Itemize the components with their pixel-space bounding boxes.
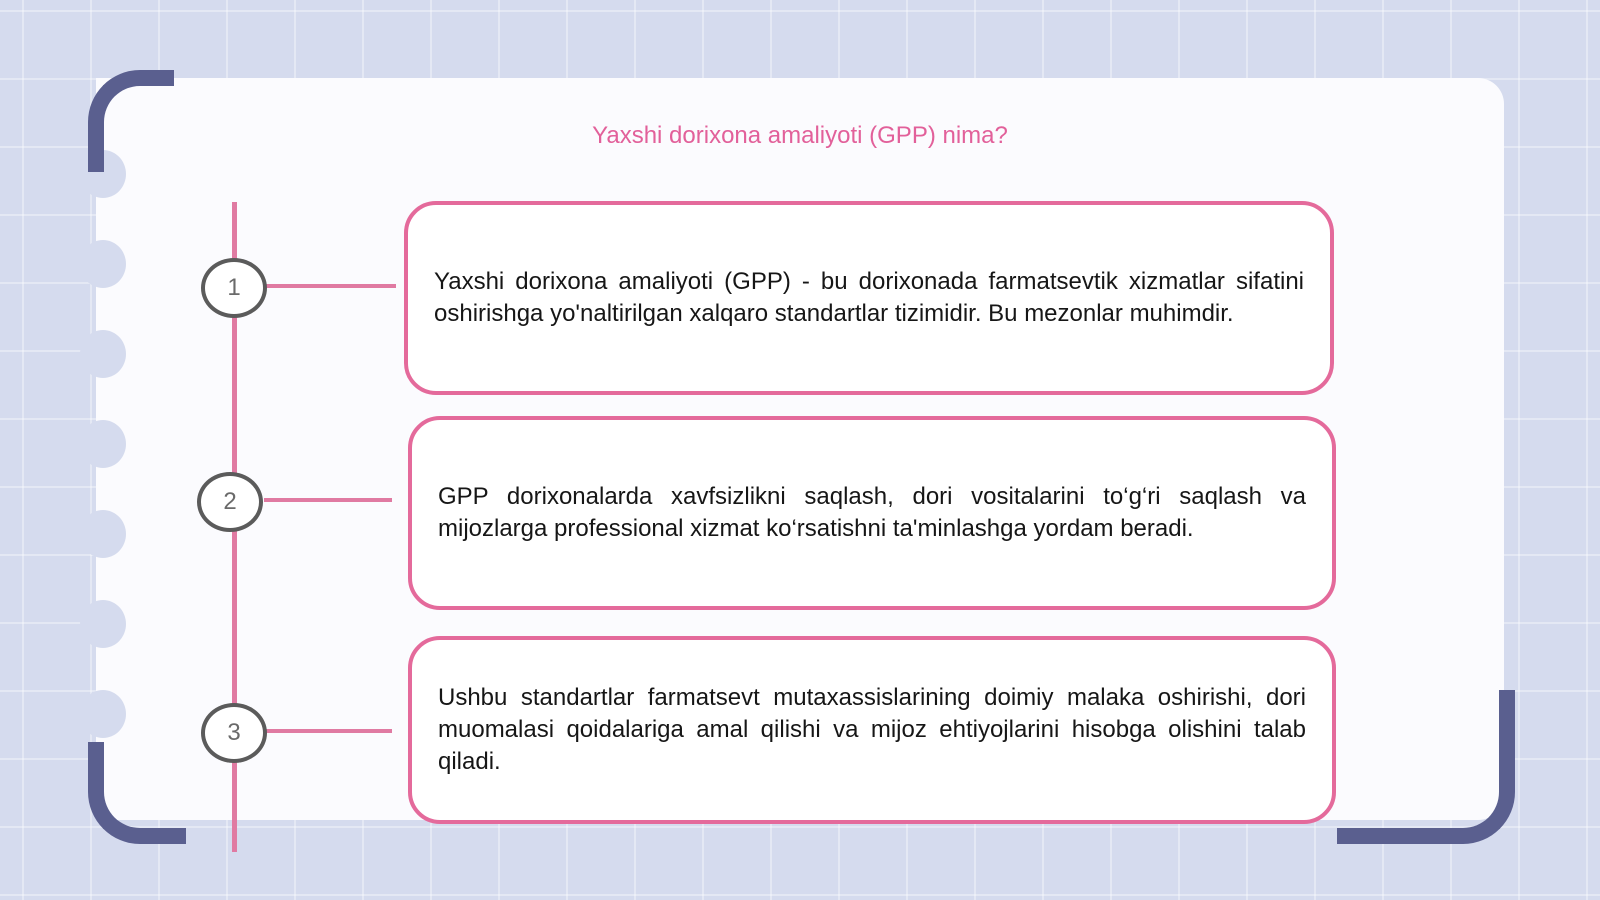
corner-bracket-bottom-right	[1337, 690, 1515, 844]
binding-notch	[80, 510, 126, 558]
binding-notch	[80, 690, 126, 738]
step-text-3: Ushbu standartlar farmatsevt mutaxassislarining doimiy malaka oshirishi, dori muomalasi qoidalariga amal qilishi va mijoz ehtiyojlarini hisobga olishini talab qiladi.	[438, 684, 1306, 775]
step-number-3: 3	[201, 703, 267, 763]
step-box-3	[408, 636, 1336, 824]
slide-title: Yaxshi dorixona amaliyoti (GPP) nima?	[592, 122, 1008, 149]
step-number-2: 2	[197, 472, 263, 532]
binding-notch	[80, 240, 126, 288]
binding-notch	[80, 330, 126, 378]
timeline-connector-3	[266, 729, 392, 733]
timeline-connector-1	[266, 284, 396, 288]
step-number-1: 1	[201, 258, 267, 318]
step-box-1	[404, 201, 1334, 395]
step-text-2: GPP dorixonalarda xavfsizlikni saqlash, dori vositalarini to‘g‘ri saqlash va mijozlarga professional xizmat ko‘rsatishni ta'minlashga yordam beradi.	[438, 483, 1306, 542]
binding-notch	[80, 420, 126, 468]
timeline-connector-2	[264, 498, 392, 502]
binding-notch	[80, 600, 126, 648]
step-text-1: Yaxshi dorixona amaliyoti (GPP) - bu dorixonada farmatsevtik xizmatlar sifatini oshirishga yo'naltirilgan xalqaro standartlar tizimidir. Bu mezonlar muhimdir.	[434, 268, 1304, 327]
corner-bracket-bottom-left	[88, 742, 186, 844]
step-box-2	[408, 416, 1336, 610]
